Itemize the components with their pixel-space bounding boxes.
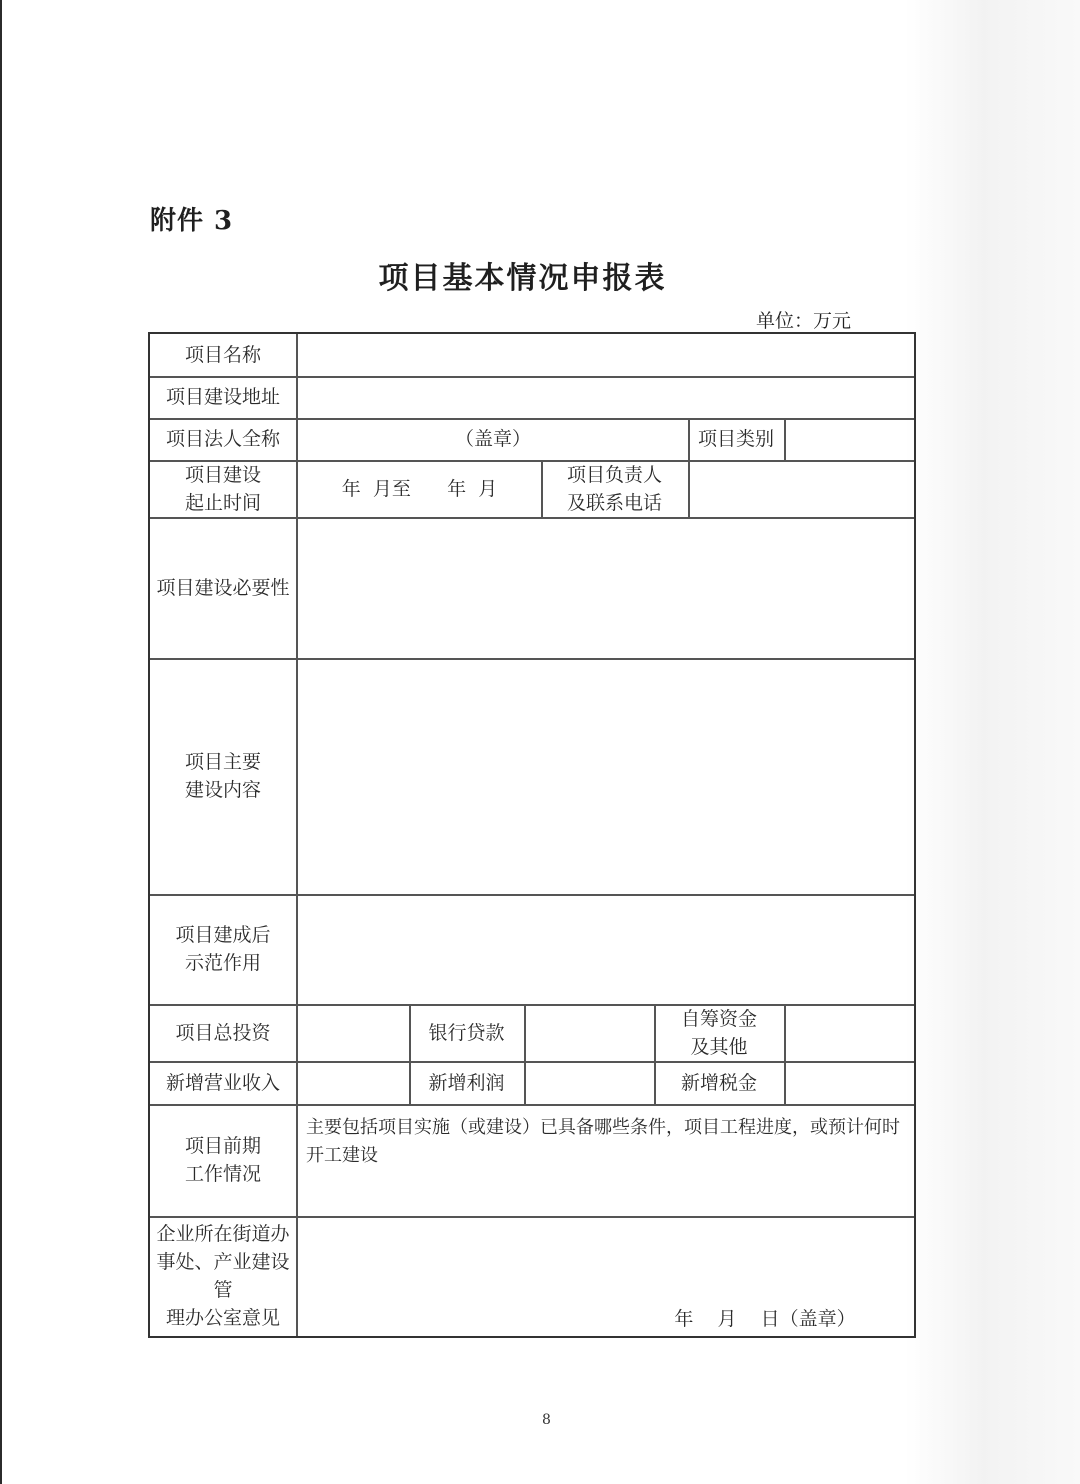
construction-period-label-line1: 项目建设	[184, 463, 261, 486]
bank-loan-field[interactable]	[526, 1004, 654, 1061]
demo-effect-field[interactable]	[298, 894, 914, 1004]
new-revenue-label: 新增营业收入	[165, 1071, 280, 1094]
person-in-charge-label-line2: 及联系电话	[566, 491, 662, 514]
preliminary-work-field[interactable]	[306, 1114, 912, 1174]
project-name-field[interactable]	[298, 334, 914, 376]
construction-period-label	[150, 460, 296, 517]
legal-entity-label: 项目法人全称	[165, 428, 280, 450]
new-revenue-field[interactable]	[298, 1061, 409, 1104]
office-opinion-label-line3: 理办公室意见	[165, 1307, 280, 1329]
person-in-charge-field[interactable]	[690, 460, 914, 517]
preliminary-work-label-line2: 工作情况	[184, 1163, 261, 1185]
page-edge	[0, 0, 2, 1484]
project-category-label: 项目类别	[697, 428, 774, 450]
person-in-charge-label	[541, 460, 688, 517]
main-content-field[interactable]	[298, 658, 914, 894]
construction-address-label: 项目建设地址	[165, 386, 280, 408]
preliminary-work-label-line1: 项目前期	[184, 1135, 261, 1157]
project-name-label: 项目名称	[184, 344, 261, 366]
total-investment-field[interactable]	[298, 1004, 409, 1061]
office-opinion-label-line1: 企业所在街道办	[156, 1223, 290, 1245]
form-title: 项目基本情况申报表	[378, 261, 667, 296]
opinion-date-seal: 年 月 日（盖章）	[674, 1308, 856, 1330]
necessity-field[interactable]	[298, 517, 914, 658]
main-content-label-line1: 项目主要	[184, 751, 261, 773]
main-content-label	[150, 658, 296, 894]
demo-effect-label	[150, 894, 296, 1004]
seal-note: （盖章）	[454, 428, 531, 450]
attachment-label: 附件 3	[150, 206, 234, 236]
self-funds-field[interactable]	[786, 1004, 914, 1061]
new-tax-label: 新增税金	[680, 1071, 757, 1094]
self-funds-label-line2: 及其他	[690, 1035, 748, 1058]
construction-address-field[interactable]	[298, 376, 914, 418]
scan-shade	[905, 0, 1080, 1484]
application-form-table	[148, 332, 916, 1338]
person-in-charge-label-line1: 项目负责人	[566, 463, 662, 486]
new-profit-label: 新增利润	[428, 1071, 505, 1094]
new-profit-field[interactable]	[526, 1061, 654, 1104]
construction-period-field[interactable]: 年 月至 年 月	[341, 477, 498, 500]
construction-period-label-line2: 起止时间	[184, 491, 261, 514]
main-content-label-line2: 建设内容	[184, 779, 261, 801]
unit-label: 单位：万元	[756, 310, 852, 332]
self-funds-label	[654, 1004, 784, 1061]
project-category-field[interactable]	[786, 418, 914, 460]
page-number: 8	[542, 1412, 551, 1428]
necessity-label: 项目建设必要性	[156, 576, 290, 599]
preliminary-work-label	[150, 1104, 296, 1216]
bank-loan-label: 银行贷款	[428, 1021, 505, 1044]
total-investment-label: 项目总投资	[175, 1021, 271, 1044]
new-tax-field[interactable]	[786, 1061, 914, 1104]
demo-effect-label-line2: 示范作用	[184, 952, 261, 974]
office-opinion-label	[150, 1216, 296, 1336]
legal-entity-field[interactable]	[298, 418, 688, 460]
self-funds-label-line1: 自筹资金	[680, 1007, 757, 1030]
demo-effect-label-line1: 项目建成后	[175, 924, 271, 946]
preliminary-work-hint-line1: 主要包括项目实施（或建设）已具备哪些条件，项目工程进度，或预计何时	[306, 1117, 900, 1138]
preliminary-work-hint-line2: 开工建设	[306, 1145, 378, 1166]
office-opinion-label-line2: 事处、产业建设管	[156, 1251, 290, 1301]
